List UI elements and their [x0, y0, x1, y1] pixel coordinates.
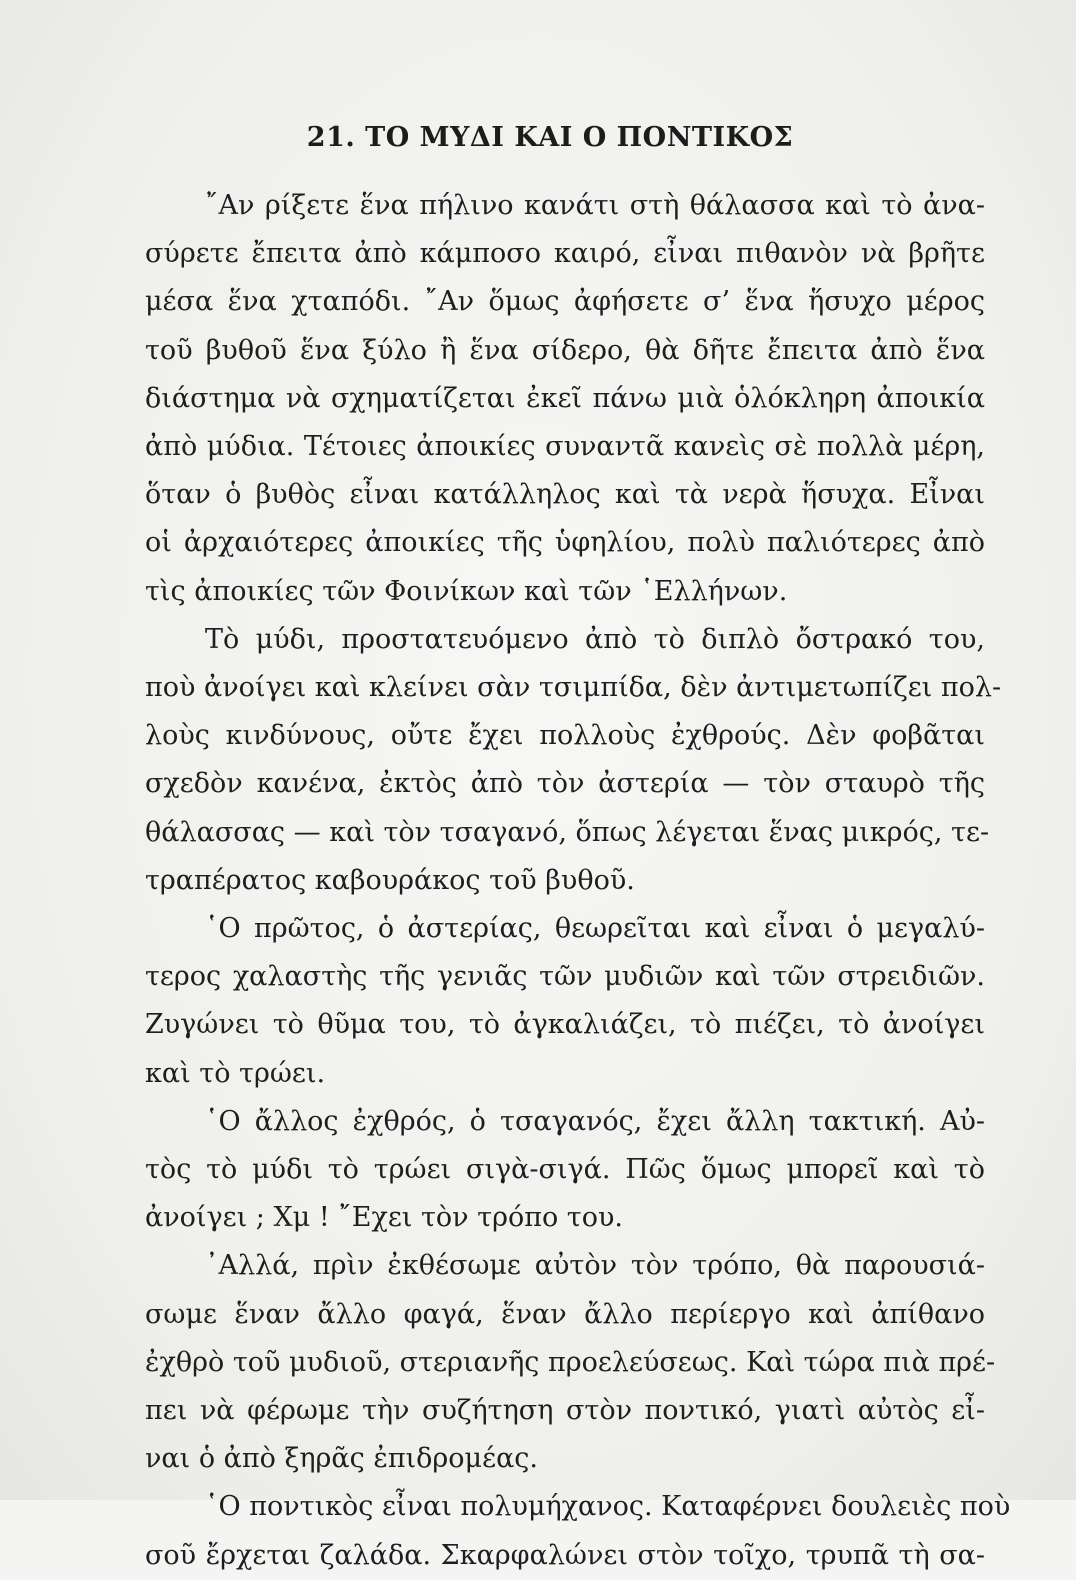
text-line: ναι ὁ ἀπὸ ξηρᾶς ἐπιδρομέας.: [145, 1443, 539, 1474]
text-line: ἐχθρὸ τοῦ μυδιοῦ, στεριανῆς προελεύσεως. Καὶ τώρα πιὰ πρέ-: [145, 1347, 996, 1378]
text-line: ἀνοίγει ; Χμ ! ῎Εχει τὸν τρόπο του.: [145, 1202, 623, 1233]
text-line: ᾿Αλλά, πρὶν ἐκθέσωμε αὐτὸν τὸν τρόπο, θὰ παρουσιά-: [205, 1250, 985, 1281]
text-line: Ζυγώνει τὸ θῦμα του, τὸ ἀγκαλιάζει, τὸ πιέζει, τὸ ἀνοίγει: [145, 1009, 985, 1040]
text-line: σωμε ἕναν ἄλλο φαγά, ἕναν ἄλλο περίεργο καὶ ἀπίθανο: [145, 1299, 985, 1330]
text-line: ῎Αν ρίξετε ἕνα πήλινο κανάτι στὴ θάλασσα καὶ τὸ ἀνα-: [205, 190, 985, 221]
text-line: Τὸ μύδι, προστατευόμενο ἀπὸ τὸ διπλὸ ὄστρακό του,: [205, 624, 985, 655]
text-line: τραπέρατος καβουράκος τοῦ βυθοῦ.: [145, 865, 635, 896]
text-line: ῾Ο ἄλλος ἐχθρός, ὁ τσαγανός, ἔχει ἄλλη τακτική. Αὐ-: [205, 1106, 985, 1137]
text-line: τοῦ βυθοῦ ἕνα ξύλο ἢ ἕνα σίδερο, θὰ δῆτε ἔπειτα ἀπὸ ἕνα: [145, 335, 985, 366]
text-line: σχεδὸν κανένα, ἐκτὸς ἀπὸ τὸν ἀστερία — τὸν σταυρὸ τῆς: [145, 768, 985, 799]
text-line: τὶς ἀποικίες τῶν Φοινίκων καὶ τῶν ῾Ελλήνων.: [145, 576, 788, 607]
text-line: ἀπὸ μύδια. Τέτοιες ἀποικίες συναντᾶ κανεὶς σὲ πολλὰ μέρη,: [145, 431, 985, 462]
text-line: τερος χαλαστὴς τῆς γενιᾶς τῶν μυδιῶν καὶ τῶν στρειδιῶν.: [145, 961, 985, 992]
text-line: πει νὰ φέρωμε τὴν συζήτηση στὸν ποντικό, γιατὶ αὐτὸς εἶ-: [145, 1395, 985, 1426]
text-line: καὶ τὸ τρώει.: [145, 1058, 326, 1089]
text-line: ῾Ο πρῶτος, ὁ ἀστερίας, θεωρεῖται καὶ εἶναι ὁ μεγαλύ-: [205, 913, 985, 944]
chapter-title: 21. ΤΟ ΜΥΔΙ ΚΑΙ Ο ΠΟΝΤΙΚΟΣ: [306, 122, 794, 153]
text-line: σύρετε ἔπειτα ἀπὸ κάμποσο καιρό, εἶναι πιθανὸν νὰ βρῆτε: [145, 238, 985, 269]
text-line: διάστημα νὰ σχηματίζεται ἐκεῖ πάνω μιὰ ὁλόκληρη ἀποικία: [145, 383, 985, 414]
text-line: θάλασσας — καὶ τὸν τσαγανό, ὅπως λέγεται ἕνας μικρός, τε-: [145, 817, 990, 848]
text-line: ποὺ ἀνοίγει καὶ κλείνει σὰν τσιμπίδα, δὲν ἀντιμετωπίζει πολ-: [145, 672, 1002, 703]
text-line: ὅταν ὁ βυθὸς εἶναι κατάλληλος καὶ τὰ νερὰ ἥσυχα. Εἶναι: [145, 479, 985, 510]
text-line: οἱ ἀρχαιότερες ἀποικίες τῆς ὑφηλίου, πολὺ παλιότερες ἀπὸ: [145, 527, 985, 558]
text-line: μέσα ἕνα χταπόδι. ῎Αν ὅμως ἀφήσετε σ’ ἕνα ἥσυχο μέρος: [145, 286, 985, 317]
text-line: λοὺς κινδύνους, οὔτε ἔχει πολλοὺς ἐχθρούς. Δὲν φοβᾶται: [145, 720, 985, 751]
text-line: σοῦ ἔρχεται ζαλάδα. Σκαρφαλώνει στὸν τοῖχο, τρυπᾶ τὴ σα-: [145, 1540, 985, 1571]
text-line: ῾Ο ποντικὸς εἶναι πολυμήχανος. Καταφέρνει δουλειὲς ποὺ: [205, 1491, 1011, 1522]
text-line: τὸς τὸ μύδι τὸ τρώει σιγὰ-σιγά. Πῶς ὅμως μπορεῖ καὶ τὸ: [145, 1154, 985, 1185]
